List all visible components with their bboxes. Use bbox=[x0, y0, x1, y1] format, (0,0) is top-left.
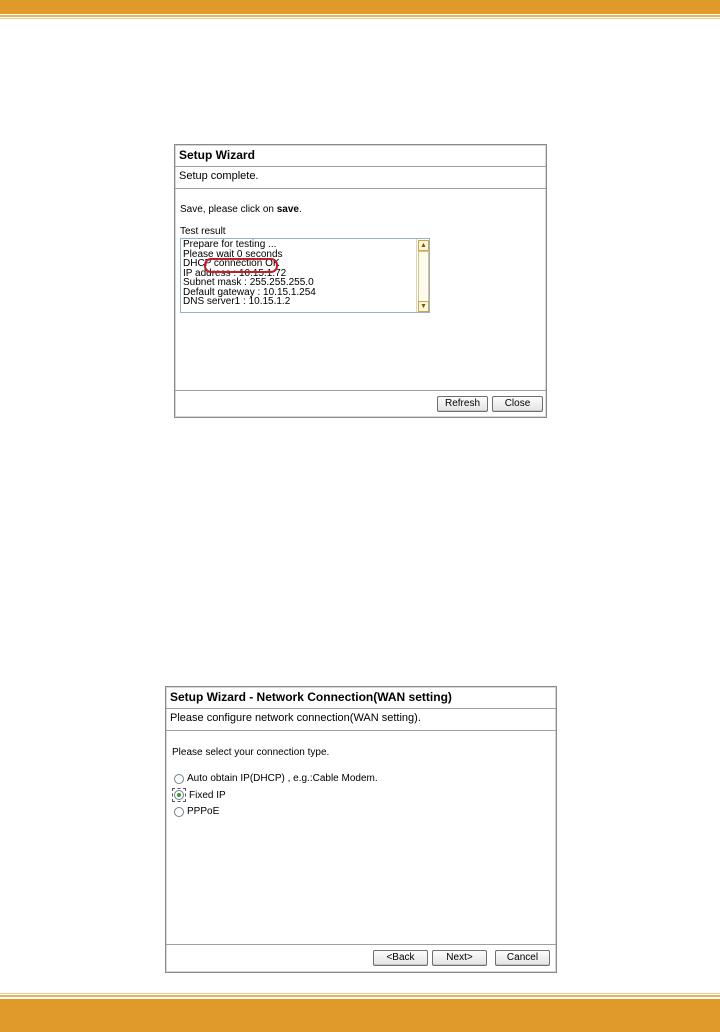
scroll-up-icon[interactable]: ▲ bbox=[418, 240, 429, 251]
dialog-subtitle: Setup complete. bbox=[175, 167, 546, 189]
dialog-subtitle: Please configure network connection(WAN setting). bbox=[166, 709, 556, 731]
next-button[interactable]: Next> bbox=[432, 950, 487, 966]
test-result-textarea[interactable] bbox=[180, 238, 430, 313]
test-result-label: Test result bbox=[180, 226, 226, 237]
option-pppoe[interactable] bbox=[174, 806, 219, 817]
option-dhcp[interactable] bbox=[174, 773, 378, 784]
save-instruction-prefix: Save, please click on bbox=[180, 204, 277, 215]
dialog-footer bbox=[175, 390, 546, 417]
result-line: DNS server1 : 10.15.1.2 bbox=[183, 296, 291, 307]
result-line: Default gateway : 10.15.1.254 bbox=[183, 286, 316, 298]
result-line: Prepare for testing ... bbox=[183, 239, 277, 250]
back-button[interactable]: <Back bbox=[373, 950, 428, 966]
test-result-lines bbox=[183, 240, 316, 307]
radio-pppoe[interactable] bbox=[174, 807, 184, 817]
save-instruction bbox=[180, 204, 302, 215]
option-fixed-ip[interactable] bbox=[172, 788, 226, 802]
wan-setting-dialog bbox=[165, 686, 557, 973]
vertical-scrollbar[interactable] bbox=[416, 239, 429, 312]
dialog-title: Setup Wizard bbox=[175, 145, 546, 167]
save-instruction-suffix: . bbox=[298, 204, 302, 215]
save-keyword: save bbox=[276, 204, 299, 215]
focus-indicator bbox=[172, 788, 186, 802]
top-decor-line bbox=[0, 15, 720, 17]
setup-complete-dialog bbox=[174, 144, 547, 418]
radio-dhcp[interactable] bbox=[174, 774, 184, 784]
radio-fixed-ip[interactable] bbox=[174, 790, 184, 800]
close-button[interactable]: Close bbox=[492, 396, 543, 412]
top-decor-line-thin bbox=[0, 18, 720, 19]
scroll-down-icon[interactable]: ▼ bbox=[418, 301, 429, 312]
option-fixed-ip-label: Fixed IP bbox=[189, 789, 226, 801]
connection-type-prompt: Please select your connection type. bbox=[172, 747, 330, 758]
result-line: IP address : 10.15.1.72 bbox=[183, 267, 287, 279]
refresh-button[interactable]: Refresh bbox=[437, 396, 488, 412]
top-decor-band bbox=[0, 0, 720, 14]
dialog-footer bbox=[166, 944, 556, 972]
dialog-title: Setup Wizard - Network Connection(WAN setting) bbox=[166, 687, 556, 709]
bottom-decor-line-thin bbox=[0, 993, 720, 994]
option-dhcp-label: Auto obtain IP(DHCP) , e.g.:Cable Modem. bbox=[187, 773, 378, 784]
option-pppoe-label: PPPoE bbox=[187, 806, 220, 817]
result-line: DHCP connection OK bbox=[183, 258, 280, 269]
cancel-button[interactable]: Cancel bbox=[495, 950, 550, 966]
scroll-track[interactable] bbox=[418, 251, 429, 302]
result-line: Subnet mask : 255.255.255.0 bbox=[183, 277, 314, 288]
connection-ok-highlight bbox=[204, 258, 278, 273]
result-line: Please wait 0 seconds bbox=[183, 248, 283, 260]
bottom-decor-line bbox=[0, 995, 720, 997]
bottom-decor-band bbox=[0, 999, 720, 1032]
